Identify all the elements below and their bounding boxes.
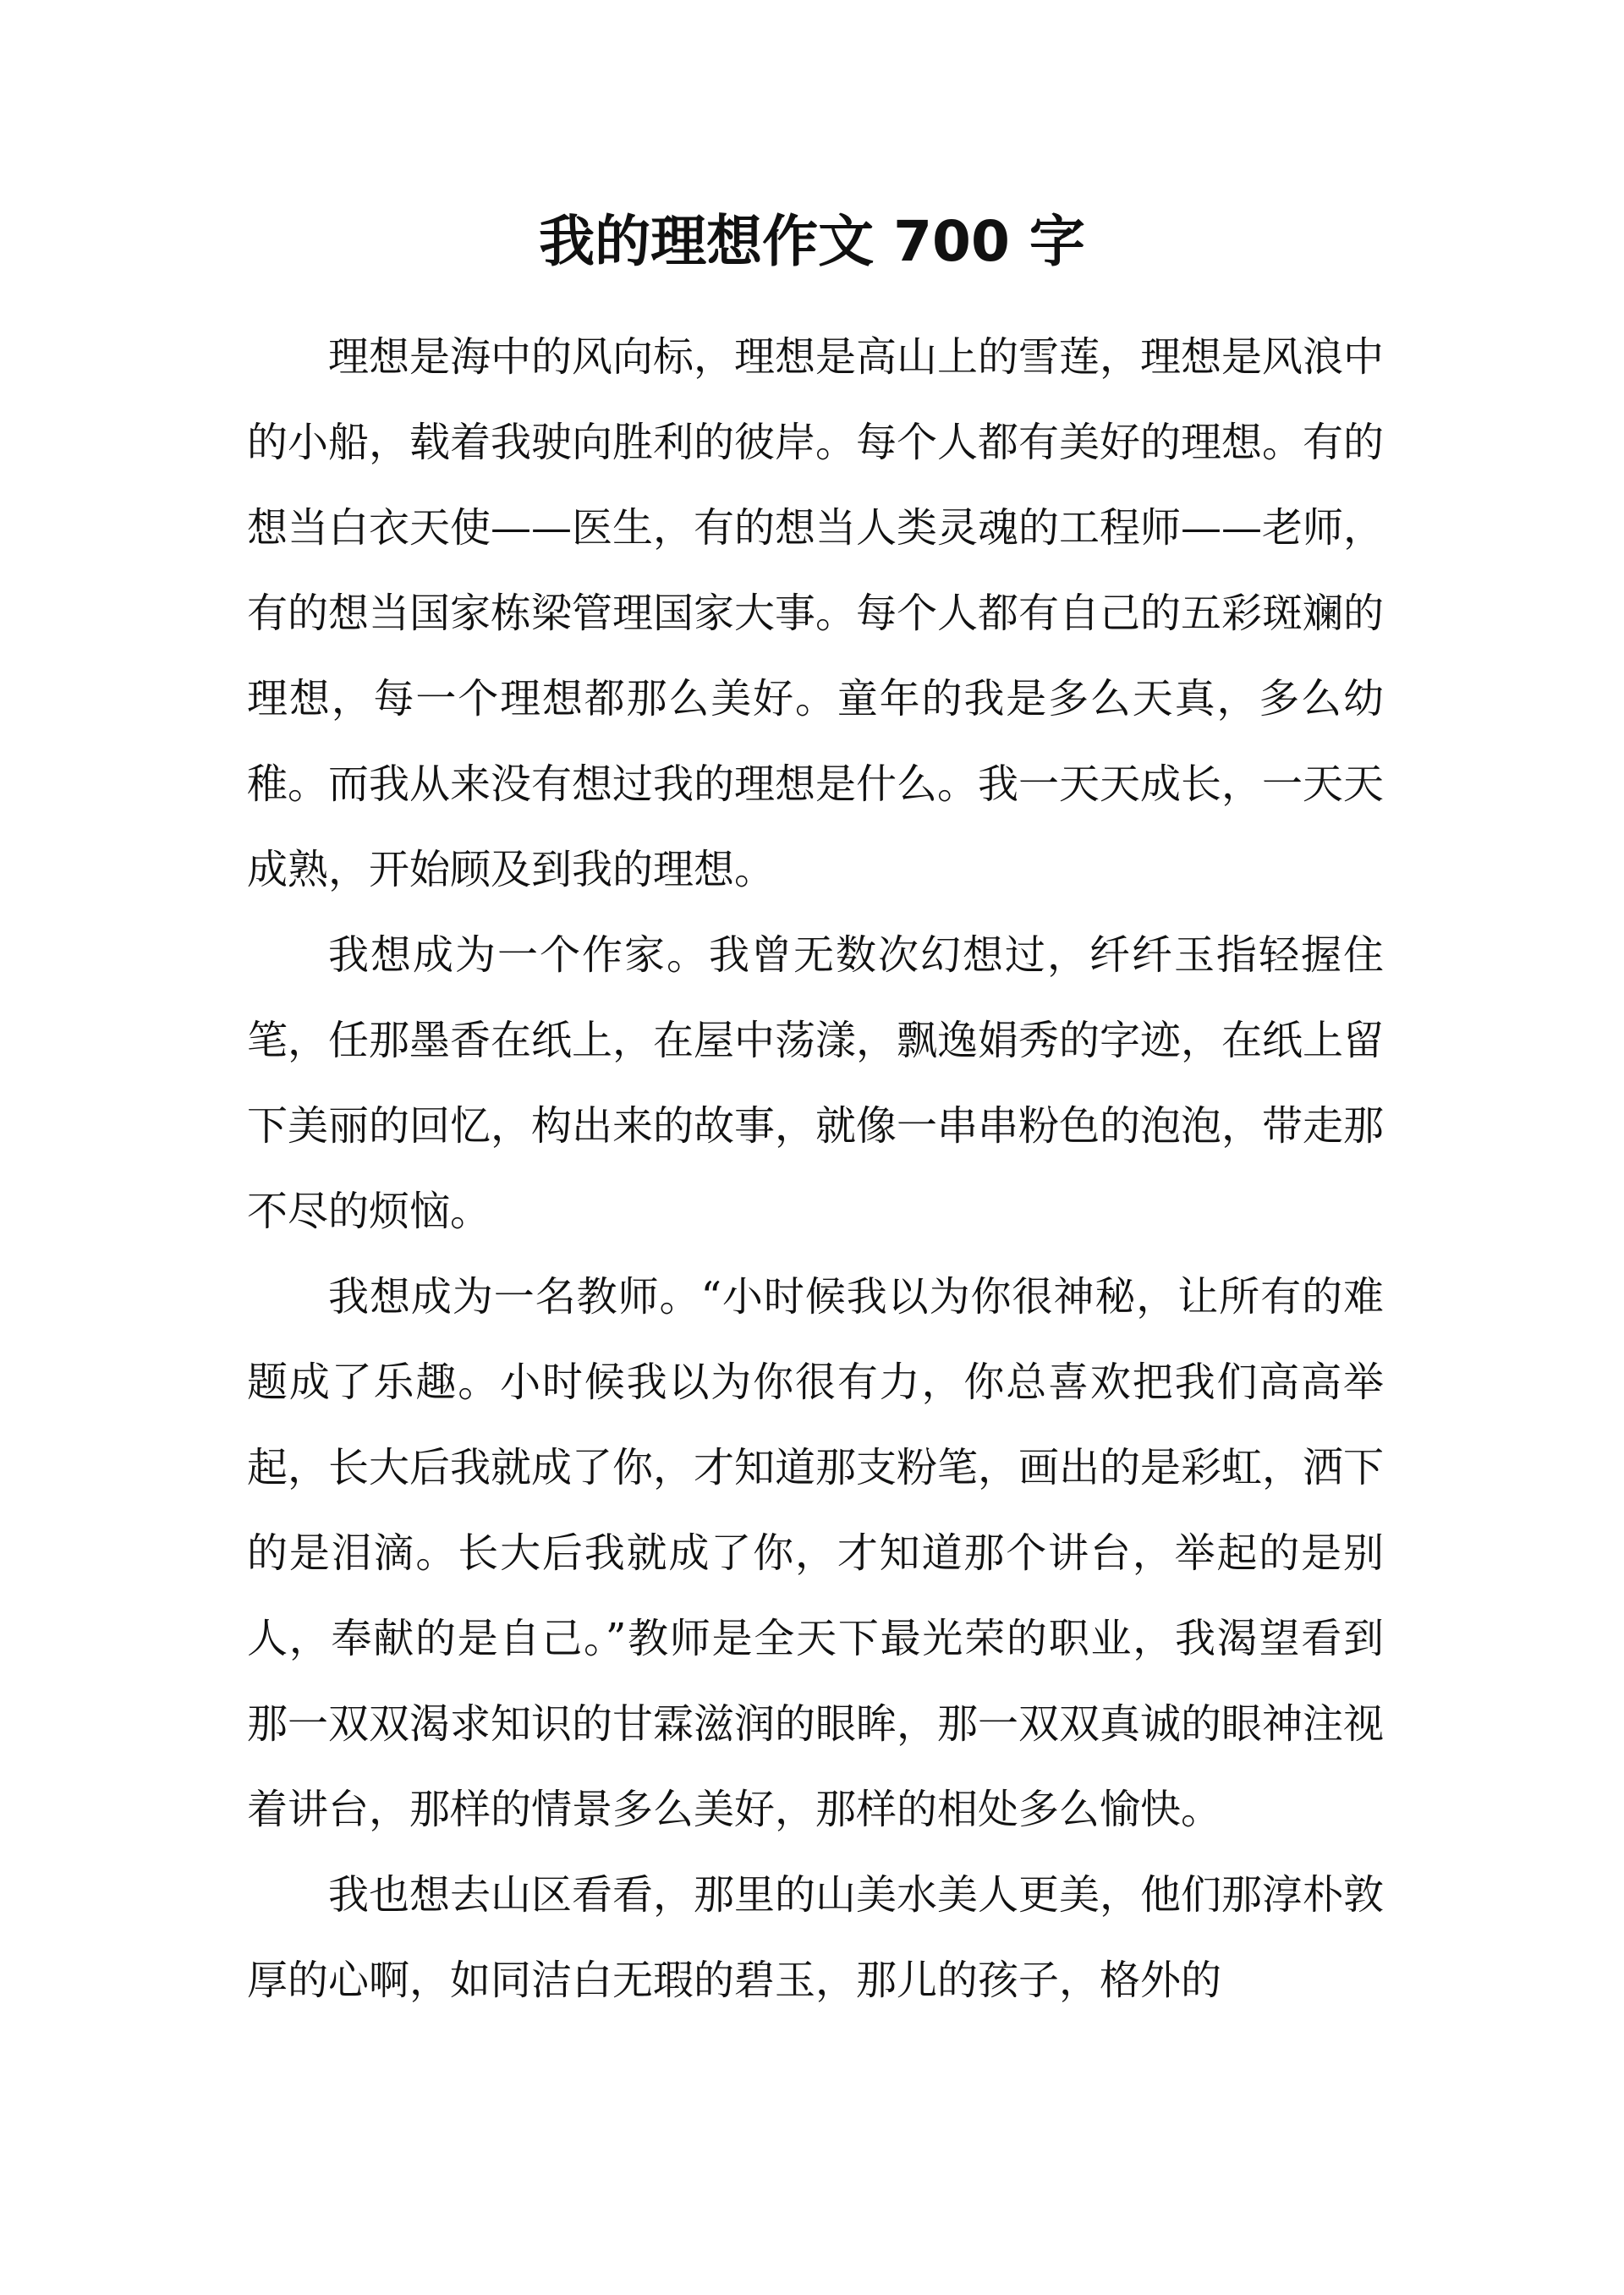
paragraph: 我想成为一名教师。“小时候我以为你很神秘，让所有的难题成了乐趣。小时候我以为你很有力，你总喜欢把我们高高举起，长大后我就成了你，才知道那支粉笔，画出的是彩虹，洒下的是泪滴。长大后我就成了你，才知道那个讲台，举起的是别人，奉献的是自己。”教师是全天下最光荣的职业，我渴望看到那一双双渴求知识的甘霖滋润的眼眸，那一双双真诚的眼神注视着讲台，那样的情景多么美好，那样的相处多么愉快。 (247, 1273, 1385, 1833)
paragraph: 我想成为一个作家。我曾无数次幻想过，纤纤玉指轻握住笔，任那墨香在纸上，在屋中荡漾，飘逸娟秀的字迹，在纸上留下美丽的回忆，构出来的故事，就像一串串粉色的泡泡，带走那不尽的烦恼。 (247, 931, 1385, 1235)
document-title: 我的理想作文 700 字 (539, 209, 1085, 274)
document-body (247, 315, 1384, 2023)
paragraph: 理想是海中的风向标，理想是高山上的雪莲，理想是风浪中的小船，载着我驶向胜利的彼岸。每个人都有美好的理想。有的想当白衣天使——医生，有的想当人类灵魂的工程师——老师，有的想当国家栋梁管理国家大事。每个人都有自己的五彩斑斓的理想，每一个理想都那么美好。童年的我是多么天真，多么幼稚。而我从来没有想过我的理想是什么。我一天天成长，一天天成熟，开始顾及到我的理想。 (247, 333, 1385, 893)
paragraph: 我也想去山区看看，那里的山美水美人更美，他们那淳朴敦厚的心啊，如同洁白无瑕的碧玉，那儿的孩子，格外的 (247, 1871, 1385, 2004)
